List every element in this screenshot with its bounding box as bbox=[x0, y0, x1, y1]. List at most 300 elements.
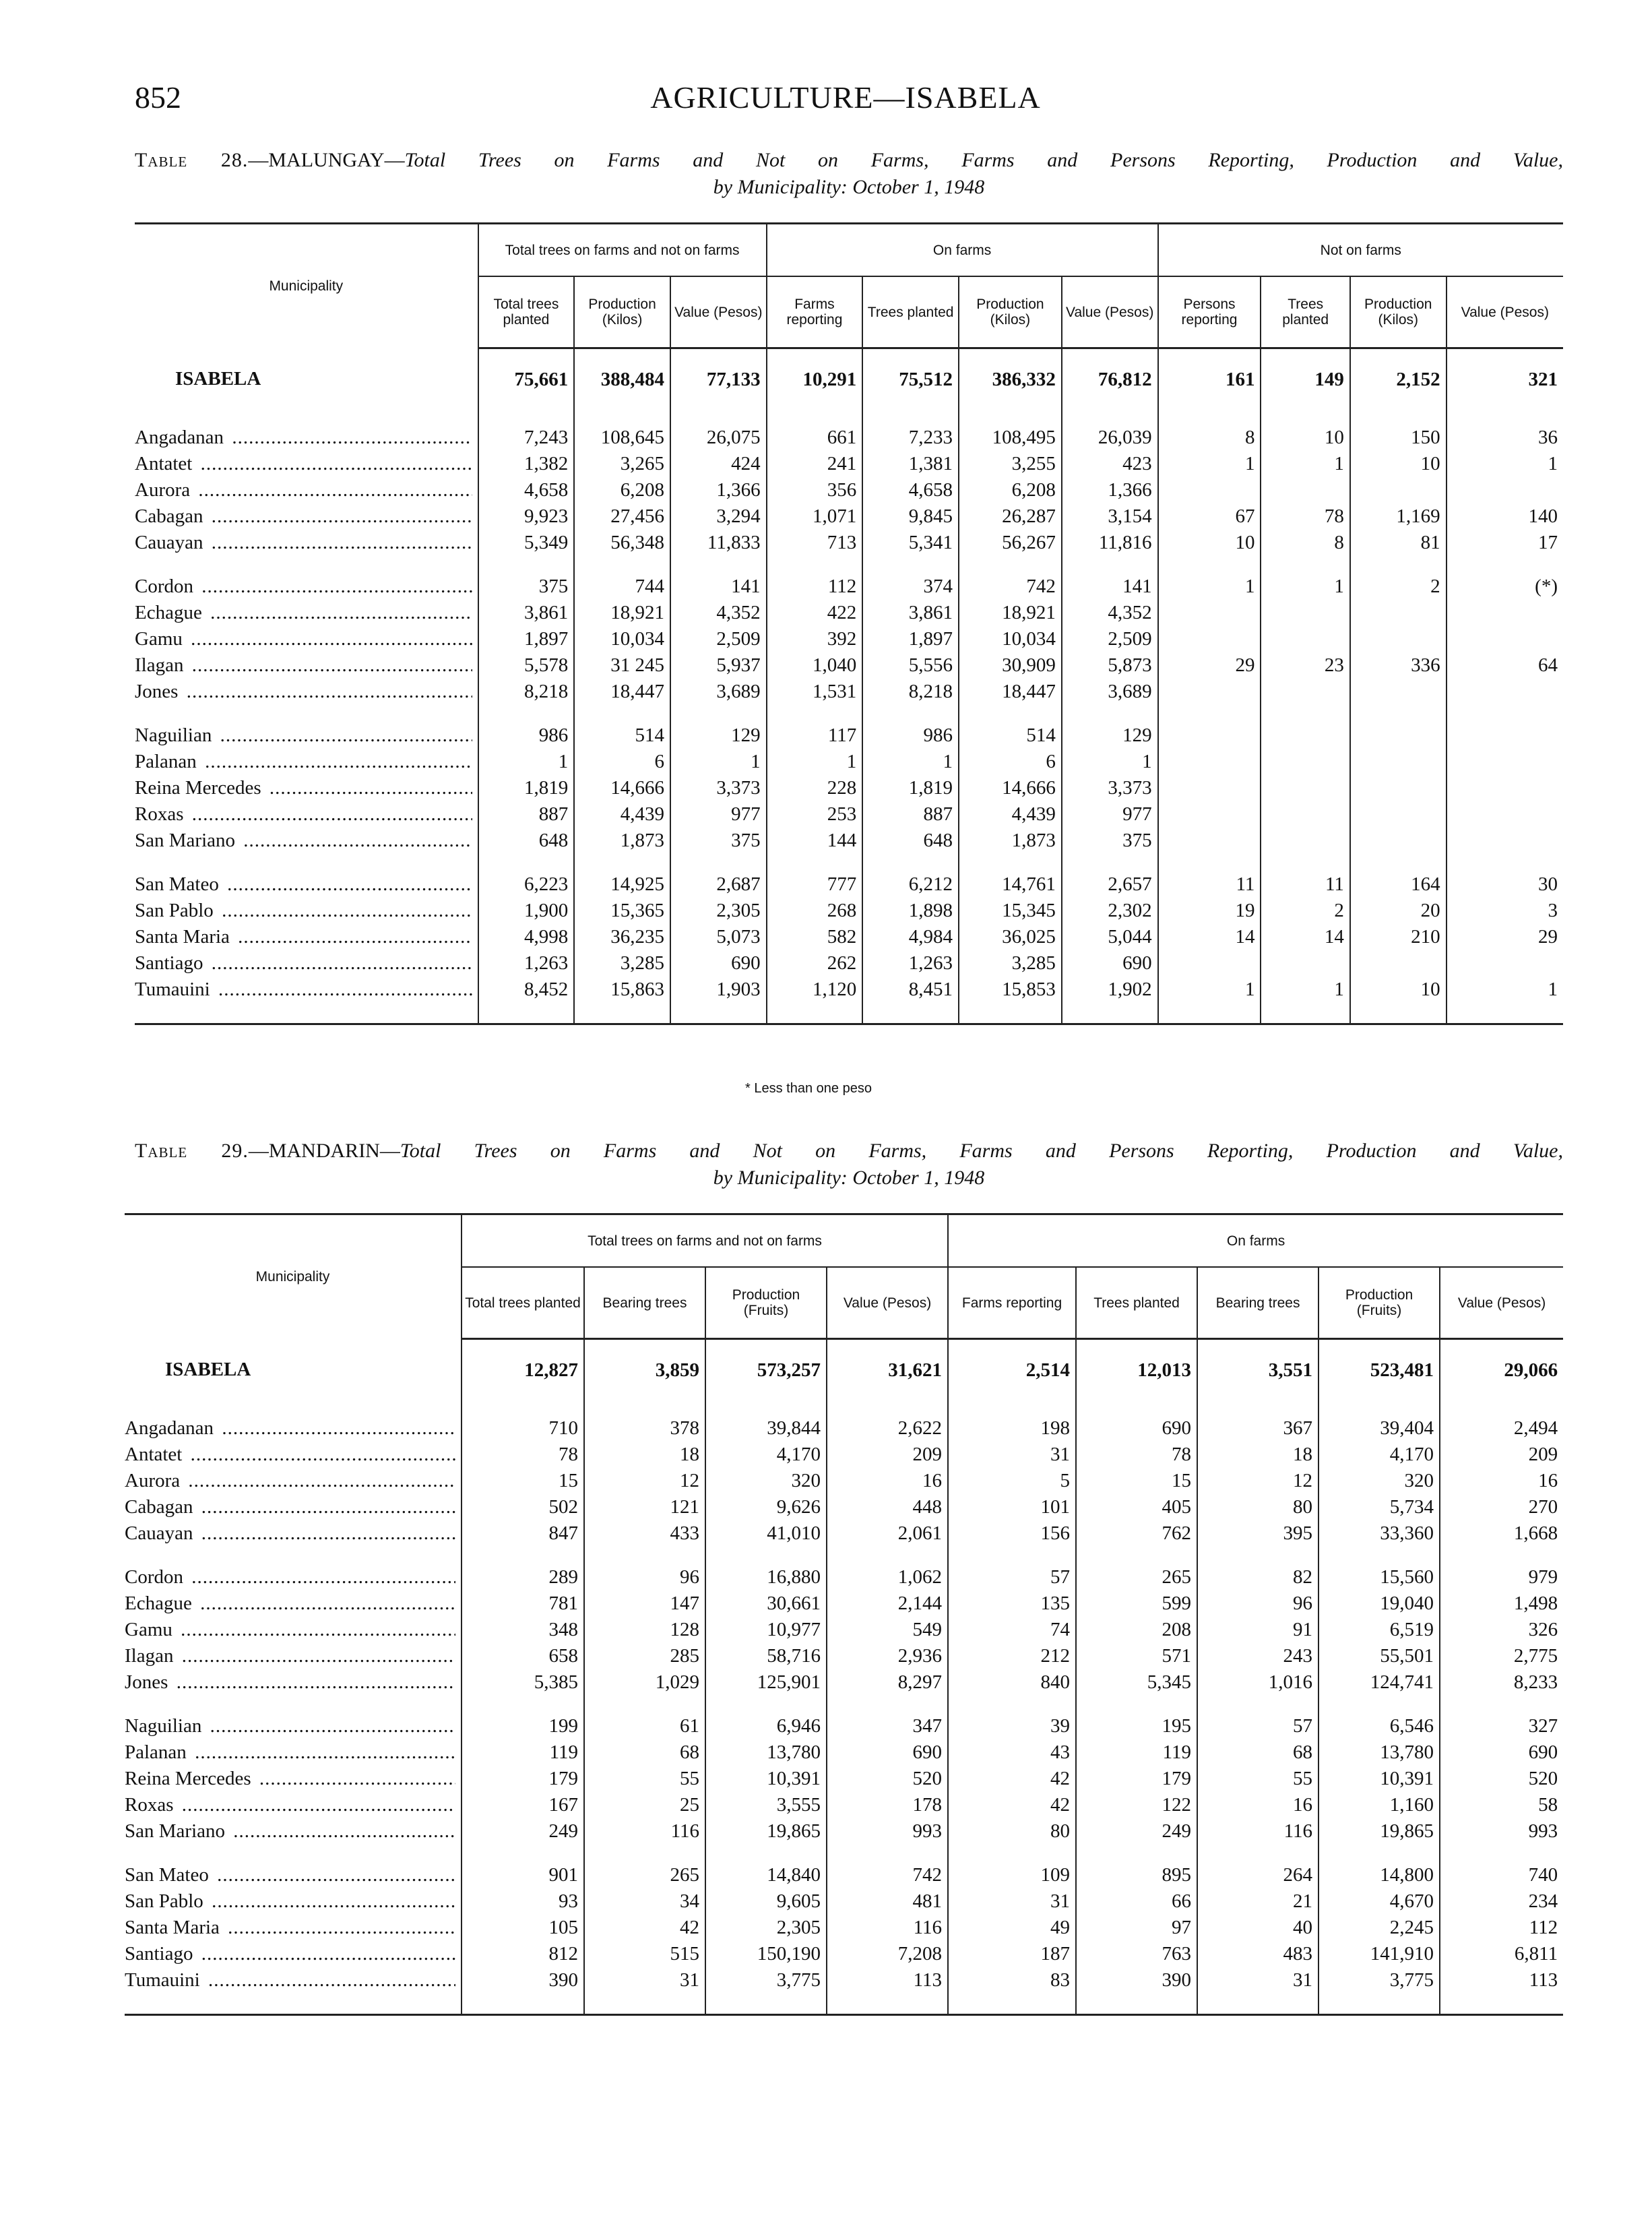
cell-value: 4,352 bbox=[1062, 600, 1158, 626]
cell-value: 15,560 bbox=[1319, 1564, 1440, 1590]
cell-value: 105 bbox=[462, 1915, 584, 1941]
cell-value: 112 bbox=[767, 574, 863, 600]
cell-value: 378 bbox=[584, 1415, 705, 1442]
cell-value bbox=[1261, 477, 1349, 503]
cell-value: 3,265 bbox=[574, 451, 670, 477]
cell-value: 8 bbox=[1261, 530, 1349, 556]
cell-value: 423 bbox=[1062, 451, 1158, 477]
table-row bbox=[135, 652, 1563, 679]
spacer-row bbox=[125, 1400, 1563, 1415]
cell-value: 209 bbox=[827, 1442, 948, 1468]
cell-value bbox=[1350, 775, 1447, 801]
cell-value: 4,170 bbox=[705, 1442, 827, 1468]
cell-value: 12,827 bbox=[462, 1339, 584, 1401]
municipality-name: Gamu bbox=[135, 628, 185, 650]
cell-value: 10 bbox=[1158, 530, 1261, 556]
cell-value: 8,233 bbox=[1440, 1669, 1563, 1696]
table-row bbox=[135, 722, 1563, 749]
cell-value: 253 bbox=[767, 801, 863, 828]
cell-value: 1,897 bbox=[862, 626, 959, 652]
table28-caption bbox=[135, 147, 1563, 201]
cell-value: 10 bbox=[1261, 425, 1349, 451]
table28-column-header: Value (Pesos) bbox=[670, 276, 767, 348]
running-title: AGRICULTURE—ISABELA bbox=[650, 80, 1041, 115]
cell-value: 422 bbox=[767, 600, 863, 626]
cell-value: 31 bbox=[948, 1888, 1076, 1915]
cell-value: 661 bbox=[767, 425, 863, 451]
cell-value: 1,531 bbox=[767, 679, 863, 705]
cell-value: 405 bbox=[1076, 1494, 1197, 1520]
cell-value: 9,605 bbox=[705, 1888, 827, 1915]
cell-value bbox=[1158, 477, 1261, 503]
table-row bbox=[125, 1818, 1563, 1845]
cell-value: 1 bbox=[478, 749, 575, 775]
cell-value: 36 bbox=[1447, 425, 1563, 451]
cell-value: 2,245 bbox=[1319, 1915, 1440, 1941]
cell-value: 12 bbox=[584, 1468, 705, 1494]
cell-value: 10,291 bbox=[767, 348, 863, 410]
cell-value: 208 bbox=[1076, 1617, 1197, 1643]
cell-value: 15,863 bbox=[574, 977, 670, 1003]
cell-value: 3,373 bbox=[670, 775, 767, 801]
cell-value bbox=[1261, 679, 1349, 705]
cell-value: 336 bbox=[1350, 652, 1447, 679]
page-number: 852 bbox=[135, 80, 181, 115]
cell-value bbox=[1158, 950, 1261, 977]
table28-title-line2: by Municipality: October 1, 1948 bbox=[713, 176, 985, 198]
cell-value: 781 bbox=[462, 1590, 584, 1617]
cell-value: 31 bbox=[948, 1442, 1076, 1468]
cell-value: 249 bbox=[1076, 1818, 1197, 1845]
cell-value: 8,218 bbox=[478, 679, 575, 705]
cell-value: 209 bbox=[1440, 1442, 1563, 1468]
cell-value: 3,373 bbox=[1062, 775, 1158, 801]
cell-value: 977 bbox=[1062, 801, 1158, 828]
table-row bbox=[125, 1468, 1563, 1494]
cell-value: 1,873 bbox=[574, 828, 670, 854]
cell-value: 112 bbox=[1440, 1915, 1563, 1941]
cell-value: 11,833 bbox=[670, 530, 767, 556]
cell-value: 29 bbox=[1447, 924, 1563, 950]
cell-value: 113 bbox=[827, 1967, 948, 1994]
cell-value: 3,775 bbox=[1319, 1967, 1440, 1994]
cell-value: 108,495 bbox=[959, 425, 1062, 451]
cell-value: 241 bbox=[767, 451, 863, 477]
cell-value: 15,345 bbox=[959, 898, 1062, 924]
cell-value: 56,267 bbox=[959, 530, 1062, 556]
table28-footnote: * Less than one peso bbox=[745, 1081, 872, 1096]
cell-value: 15 bbox=[1076, 1468, 1197, 1494]
cell-value: 55 bbox=[1197, 1766, 1319, 1792]
spacer-row bbox=[125, 1845, 1563, 1862]
cell-value: 10,034 bbox=[959, 626, 1062, 652]
cell-value: 1 bbox=[862, 749, 959, 775]
cell-value: 1,897 bbox=[478, 626, 575, 652]
table-row bbox=[125, 1494, 1563, 1520]
cell-value: 93 bbox=[462, 1888, 584, 1915]
cell-value: 1,040 bbox=[767, 652, 863, 679]
table-row bbox=[135, 871, 1563, 898]
cell-value: 4,984 bbox=[862, 924, 959, 950]
cell-value: 481 bbox=[827, 1888, 948, 1915]
cell-value: 993 bbox=[1440, 1818, 1563, 1845]
cell-value: 514 bbox=[574, 722, 670, 749]
table-row bbox=[135, 451, 1563, 477]
municipality-name: Cordon bbox=[125, 1566, 186, 1588]
cell-value: 18,447 bbox=[574, 679, 670, 705]
table29-name: —MANDARIN— bbox=[248, 1140, 400, 1162]
cell-value: 27,456 bbox=[574, 503, 670, 530]
cell-value: 42 bbox=[584, 1915, 705, 1941]
table29-column-header: Production (Fruits) bbox=[1319, 1267, 1440, 1339]
cell-value: 327 bbox=[1440, 1713, 1563, 1739]
cell-value: 19,865 bbox=[705, 1818, 827, 1845]
cell-value: 1,366 bbox=[1062, 477, 1158, 503]
cell-value bbox=[1158, 749, 1261, 775]
cell-value: 147 bbox=[584, 1590, 705, 1617]
cell-value: 1,902 bbox=[1062, 977, 1158, 1003]
cell-value: 3,285 bbox=[574, 950, 670, 977]
spacer-row bbox=[135, 705, 1563, 722]
municipality-name: Echague bbox=[135, 602, 205, 623]
cell-value: 179 bbox=[462, 1766, 584, 1792]
cell-value: 30,909 bbox=[959, 652, 1062, 679]
cell-value: 2,622 bbox=[827, 1415, 948, 1442]
cell-value: 1,903 bbox=[670, 977, 767, 1003]
cell-value: 648 bbox=[478, 828, 575, 854]
cell-value: 690 bbox=[827, 1739, 948, 1766]
table29-group-header: Total trees on farms and not on farms bbox=[462, 1214, 948, 1268]
cell-value bbox=[1261, 775, 1349, 801]
cell-value: 5,937 bbox=[670, 652, 767, 679]
spacer-row bbox=[135, 556, 1563, 574]
cell-value: 15,853 bbox=[959, 977, 1062, 1003]
cell-value: 3,154 bbox=[1062, 503, 1158, 530]
cell-value: 347 bbox=[827, 1713, 948, 1739]
table29-column-header: Bearing trees bbox=[1197, 1267, 1319, 1339]
cell-value: 141 bbox=[670, 574, 767, 600]
municipality-name: Antatet bbox=[125, 1444, 185, 1465]
cell-value: 1,062 bbox=[827, 1564, 948, 1590]
cell-value: 812 bbox=[462, 1941, 584, 1967]
cell-value: 125,901 bbox=[705, 1669, 827, 1696]
cell-value bbox=[1261, 749, 1349, 775]
cell-value: 187 bbox=[948, 1941, 1076, 1967]
cell-value: 658 bbox=[462, 1643, 584, 1669]
cell-value: 2 bbox=[1261, 898, 1349, 924]
cell-value: 67 bbox=[1158, 503, 1261, 530]
cell-value: 4,658 bbox=[478, 477, 575, 503]
cell-value: 20 bbox=[1350, 898, 1447, 924]
table28-header-municipality: Municipality bbox=[135, 224, 478, 348]
cell-value: 9,845 bbox=[862, 503, 959, 530]
cell-value: 1 bbox=[1447, 977, 1563, 1003]
cell-value: 15 bbox=[462, 1468, 584, 1494]
table29-column-header: Farms reporting bbox=[948, 1267, 1076, 1339]
municipality-name: San Mateo bbox=[135, 873, 222, 895]
spacer-row bbox=[125, 1696, 1563, 1713]
cell-value: 265 bbox=[1076, 1564, 1197, 1590]
table-row bbox=[125, 1520, 1563, 1547]
cell-value: 1 bbox=[1158, 977, 1261, 1003]
cell-value: 141 bbox=[1062, 574, 1158, 600]
cell-value: 66 bbox=[1076, 1888, 1197, 1915]
municipality-name: Santa Maria bbox=[125, 1917, 222, 1938]
cell-value: 390 bbox=[462, 1967, 584, 1994]
cell-value: 195 bbox=[1076, 1713, 1197, 1739]
cell-value: 5,341 bbox=[862, 530, 959, 556]
cell-value bbox=[1261, 828, 1349, 854]
cell-value: 573,257 bbox=[705, 1339, 827, 1401]
municipality-name: San Mariano bbox=[125, 1820, 228, 1842]
cell-value: 6 bbox=[959, 749, 1062, 775]
cell-value: 3,861 bbox=[478, 600, 575, 626]
cell-value: 986 bbox=[478, 722, 575, 749]
cell-value: 6,946 bbox=[705, 1713, 827, 1739]
cell-value: 57 bbox=[1197, 1713, 1319, 1739]
cell-value bbox=[1261, 600, 1349, 626]
cell-value: 12,013 bbox=[1076, 1339, 1197, 1401]
cell-value: 424 bbox=[670, 451, 767, 477]
cell-value bbox=[1447, 600, 1563, 626]
spacer-row bbox=[135, 1003, 1563, 1024]
cell-value: 128 bbox=[584, 1617, 705, 1643]
cell-value: 234 bbox=[1440, 1888, 1563, 1915]
cell-value bbox=[1350, 950, 1447, 977]
cell-value: 2,509 bbox=[1062, 626, 1158, 652]
table-row bbox=[125, 1862, 1563, 1888]
cell-value: 14,925 bbox=[574, 871, 670, 898]
cell-value: 49 bbox=[948, 1915, 1076, 1941]
cell-value: 3,555 bbox=[705, 1792, 827, 1818]
cell-value: 58,716 bbox=[705, 1643, 827, 1669]
municipality-name: Santiago bbox=[125, 1943, 196, 1965]
cell-value: 483 bbox=[1197, 1941, 1319, 1967]
cell-value: 179 bbox=[1076, 1766, 1197, 1792]
table-row bbox=[135, 801, 1563, 828]
cell-value: 4,439 bbox=[959, 801, 1062, 828]
cell-value: 75,512 bbox=[862, 348, 959, 410]
cell-value: 375 bbox=[1062, 828, 1158, 854]
cell-value: 320 bbox=[705, 1468, 827, 1494]
municipality-name: Santa Maria bbox=[135, 926, 232, 948]
municipality-name: Angadanan bbox=[125, 1417, 216, 1439]
table-row bbox=[125, 1766, 1563, 1792]
cell-value: 2,687 bbox=[670, 871, 767, 898]
cell-value: 744 bbox=[574, 574, 670, 600]
cell-value: 1,071 bbox=[767, 503, 863, 530]
table28-group-header: Total trees on farms and not on farms bbox=[478, 224, 767, 277]
municipality-name: Roxas bbox=[125, 1794, 177, 1816]
municipality-name: Antatet bbox=[135, 453, 195, 474]
cell-value: 2,514 bbox=[948, 1339, 1076, 1401]
cell-value: 742 bbox=[827, 1862, 948, 1888]
cell-value: 39,844 bbox=[705, 1415, 827, 1442]
cell-value: 75,661 bbox=[478, 348, 575, 410]
cell-value: 514 bbox=[959, 722, 1062, 749]
cell-value: 178 bbox=[827, 1792, 948, 1818]
municipality-name: Cabagan bbox=[135, 505, 205, 527]
cell-value: 11,816 bbox=[1062, 530, 1158, 556]
table28-column-header: Total trees planted bbox=[478, 276, 575, 348]
cell-value: 25 bbox=[584, 1792, 705, 1818]
cell-value: 3,255 bbox=[959, 451, 1062, 477]
cell-value: 523,481 bbox=[1319, 1339, 1440, 1401]
table28-column-header: Production (Kilos) bbox=[959, 276, 1062, 348]
cell-value: 11 bbox=[1261, 871, 1349, 898]
table28-column-header: Farms reporting bbox=[767, 276, 863, 348]
cell-value: 10,034 bbox=[574, 626, 670, 652]
cell-value: 119 bbox=[462, 1739, 584, 1766]
table-row bbox=[125, 1792, 1563, 1818]
cell-value: 742 bbox=[959, 574, 1062, 600]
cell-value: 12 bbox=[1197, 1468, 1319, 1494]
cell-value: 117 bbox=[767, 722, 863, 749]
cell-value: 3,775 bbox=[705, 1967, 827, 1994]
cell-value: 1,819 bbox=[478, 775, 575, 801]
cell-value: 78 bbox=[1261, 503, 1349, 530]
table29-column-header: Production (Fruits) bbox=[705, 1267, 827, 1339]
cell-value: 149 bbox=[1261, 348, 1349, 410]
cell-value: 2,509 bbox=[670, 626, 767, 652]
cell-value: 39 bbox=[948, 1713, 1076, 1739]
cell-value: 14,800 bbox=[1319, 1862, 1440, 1888]
cell-value: 30 bbox=[1447, 871, 1563, 898]
table-row bbox=[125, 1643, 1563, 1669]
cell-value: 2,302 bbox=[1062, 898, 1158, 924]
cell-value: 4,670 bbox=[1319, 1888, 1440, 1915]
table-row bbox=[125, 1739, 1563, 1766]
table28-group-header: On farms bbox=[767, 224, 1158, 277]
cell-value: 116 bbox=[584, 1818, 705, 1845]
cell-value: 320 bbox=[1319, 1468, 1440, 1494]
cell-value: 520 bbox=[827, 1766, 948, 1792]
table29-bottom-rule bbox=[125, 2015, 1563, 2023]
cell-value bbox=[1350, 600, 1447, 626]
cell-value: 7,208 bbox=[827, 1941, 948, 1967]
table29-caption bbox=[135, 1138, 1563, 1192]
table-row bbox=[135, 503, 1563, 530]
cell-value: 19,040 bbox=[1319, 1590, 1440, 1617]
cell-value: 19,865 bbox=[1319, 1818, 1440, 1845]
cell-value: 113 bbox=[1440, 1967, 1563, 1994]
cell-value: 1,819 bbox=[862, 775, 959, 801]
cell-value: 41,010 bbox=[705, 1520, 827, 1547]
cell-value: 249 bbox=[462, 1818, 584, 1845]
cell-value: 321 bbox=[1447, 348, 1563, 410]
cell-value: 43 bbox=[948, 1739, 1076, 1766]
cell-value bbox=[1261, 722, 1349, 749]
cell-value bbox=[1158, 600, 1261, 626]
cell-value: 40 bbox=[1197, 1915, 1319, 1941]
cell-value: 502 bbox=[462, 1494, 584, 1520]
cell-value: 5,349 bbox=[478, 530, 575, 556]
municipality-name: Angadanan bbox=[135, 427, 226, 448]
municipality-name: Tumauini bbox=[125, 1969, 203, 1991]
cell-value: 80 bbox=[1197, 1494, 1319, 1520]
cell-value bbox=[1158, 775, 1261, 801]
cell-value bbox=[1158, 679, 1261, 705]
cell-value: 6,208 bbox=[959, 477, 1062, 503]
municipality-name: San Mateo bbox=[125, 1864, 212, 1886]
cell-value: 26,075 bbox=[670, 425, 767, 451]
cell-value: 740 bbox=[1440, 1862, 1563, 1888]
municipality-name: ISABELA bbox=[175, 368, 263, 390]
table28-column-header: Trees planted bbox=[1261, 276, 1349, 348]
cell-value: 599 bbox=[1076, 1590, 1197, 1617]
cell-value: 374 bbox=[862, 574, 959, 600]
cell-value: 285 bbox=[584, 1643, 705, 1669]
cell-value: 16 bbox=[1440, 1468, 1563, 1494]
cell-value: 39,404 bbox=[1319, 1415, 1440, 1442]
cell-value: 887 bbox=[862, 801, 959, 828]
cell-value: 386,332 bbox=[959, 348, 1062, 410]
cell-value: 3 bbox=[1447, 898, 1563, 924]
cell-value: 6,208 bbox=[574, 477, 670, 503]
cell-value bbox=[1261, 950, 1349, 977]
cell-value: 549 bbox=[827, 1617, 948, 1643]
cell-value: 122 bbox=[1076, 1792, 1197, 1818]
cell-value: 433 bbox=[584, 1520, 705, 1547]
cell-value: 4,439 bbox=[574, 801, 670, 828]
municipality-name: Cordon bbox=[135, 576, 196, 597]
cell-value: 1,160 bbox=[1319, 1792, 1440, 1818]
page-header bbox=[135, 80, 1556, 127]
cell-value: 3,285 bbox=[959, 950, 1062, 977]
cell-value: 212 bbox=[948, 1643, 1076, 1669]
cell-value: 16 bbox=[827, 1468, 948, 1494]
cell-value: 7,243 bbox=[478, 425, 575, 451]
cell-value: 8,452 bbox=[478, 977, 575, 1003]
table28-column-header: Persons reporting bbox=[1158, 276, 1261, 348]
table29-label: Table 29. bbox=[135, 1140, 249, 1162]
cell-value: 10,977 bbox=[705, 1617, 827, 1643]
cell-value: 448 bbox=[827, 1494, 948, 1520]
cell-value: 1,382 bbox=[478, 451, 575, 477]
cell-value: 14,666 bbox=[959, 775, 1062, 801]
table-row bbox=[125, 1713, 1563, 1739]
cell-value: 289 bbox=[462, 1564, 584, 1590]
cell-value: 5,385 bbox=[462, 1669, 584, 1696]
table-row bbox=[135, 530, 1563, 556]
table-row bbox=[135, 977, 1563, 1003]
cell-value bbox=[1158, 626, 1261, 652]
cell-value: 15,365 bbox=[574, 898, 670, 924]
municipality-name: Aurora bbox=[135, 479, 193, 501]
table28-bottom-rule bbox=[135, 1024, 1563, 1032]
spacer-row bbox=[135, 854, 1563, 871]
municipality-name: ISABELA bbox=[165, 1359, 253, 1380]
cell-value: 5,345 bbox=[1076, 1669, 1197, 1696]
cell-value: 762 bbox=[1076, 1520, 1197, 1547]
cell-value: 119 bbox=[1076, 1739, 1197, 1766]
cell-value: 121 bbox=[584, 1494, 705, 1520]
cell-value: 16,880 bbox=[705, 1564, 827, 1590]
cell-value: 895 bbox=[1076, 1862, 1197, 1888]
cell-value: 5 bbox=[948, 1468, 1076, 1494]
cell-value: 6,811 bbox=[1440, 1941, 1563, 1967]
cell-value: 713 bbox=[767, 530, 863, 556]
cell-value: 1,668 bbox=[1440, 1520, 1563, 1547]
cell-value: 1 bbox=[1261, 574, 1349, 600]
cell-value: 1,898 bbox=[862, 898, 959, 924]
cell-value: 97 bbox=[1076, 1915, 1197, 1941]
municipality-name: Ilagan bbox=[125, 1645, 176, 1667]
cell-value: 6,546 bbox=[1319, 1713, 1440, 1739]
cell-value bbox=[1261, 801, 1349, 828]
municipality-name: Reina Mercedes bbox=[125, 1768, 254, 1789]
cell-value: 210 bbox=[1350, 924, 1447, 950]
